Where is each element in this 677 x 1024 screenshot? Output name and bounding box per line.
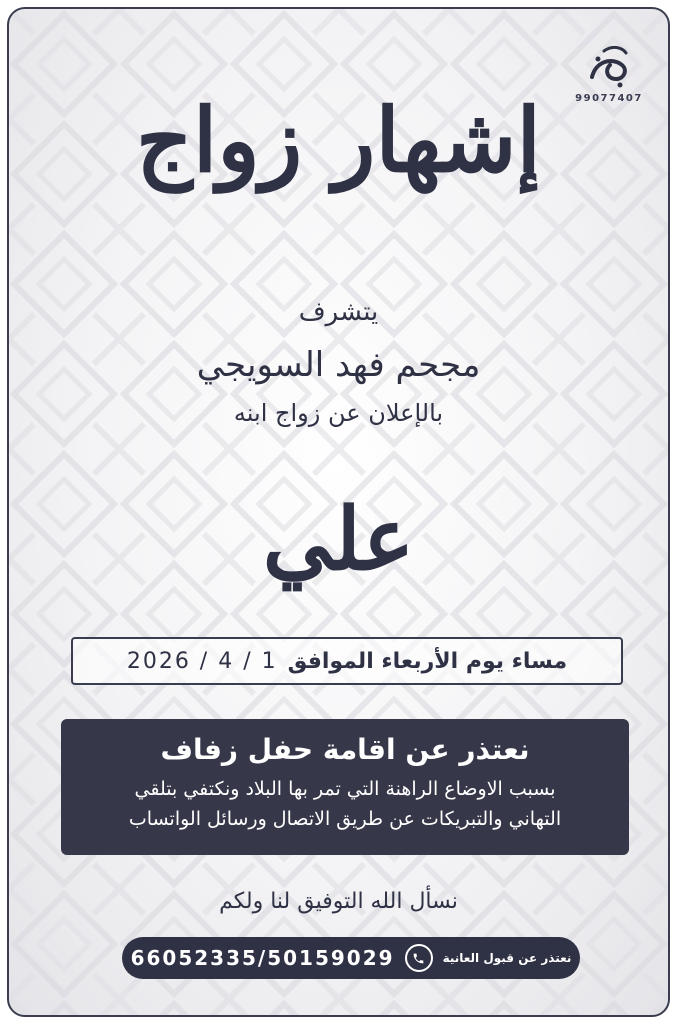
logo-phone-number: 99077407 <box>575 93 643 104</box>
phone-icon <box>405 944 433 972</box>
contact-note: نعتذر عن قبول العانية <box>442 951 572 965</box>
host-name: مجحم فهد السويجي <box>196 345 481 385</box>
headline-title: إشهار زواج <box>136 88 541 192</box>
notice-box <box>61 719 629 855</box>
groom-name: علي <box>262 489 415 590</box>
announcement-text: بالإعلان عن زواج ابنه <box>233 399 444 427</box>
date-value: 2026 / 4 / 1 <box>126 648 278 674</box>
contact-phones[interactable]: 66052335/50159029 <box>130 946 395 970</box>
date-box <box>71 637 623 685</box>
notice-line-1: بسبب الاوضاع الراهنة التي تمر بها البلاد ونكتفي بتلقي <box>134 778 556 800</box>
closing-prayer: نسأل الله التوفيق لنا ولكم <box>219 889 458 914</box>
announcement-intro: يتشرف <box>298 297 379 327</box>
notice-title: نعتذر عن اقامة حفل زفاف <box>160 733 530 766</box>
contact-bar <box>122 937 580 979</box>
notice-line-2: التهاني والتبريكات عن طريق الاتصال ورسائل الواتساب <box>128 808 562 830</box>
invitation-card <box>7 7 670 1017</box>
date-label: مساء يوم الأربعاء الموافق <box>287 648 568 674</box>
notice-text <box>61 774 629 834</box>
